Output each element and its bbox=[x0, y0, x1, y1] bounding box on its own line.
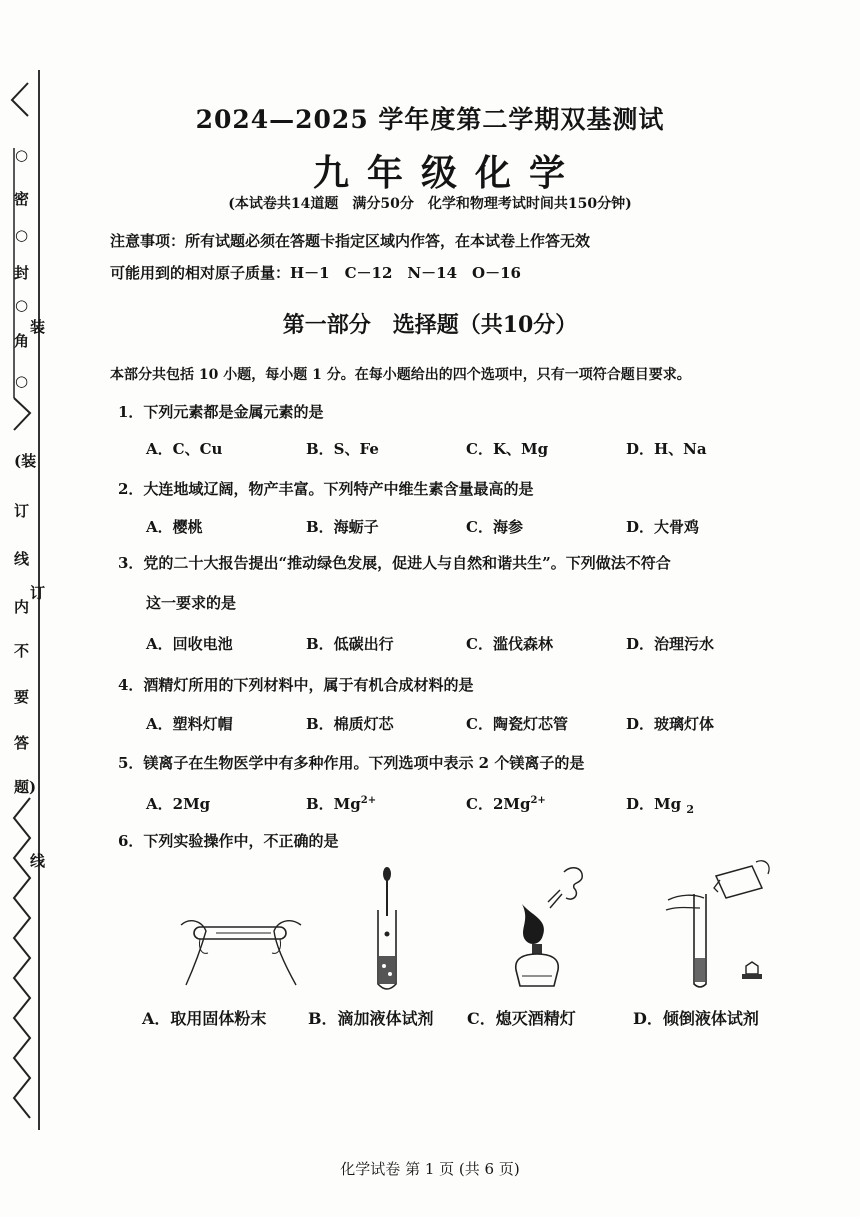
notice-text: 注意事项：所有试题必须在答题卡指定区域内作答，在本试卷上作答无效 bbox=[110, 232, 591, 250]
option-b: B．海蛎子 bbox=[306, 518, 379, 536]
test-tube-powder-figure bbox=[176, 905, 306, 995]
margin-char-bu: 不 bbox=[14, 642, 30, 660]
margin-circle: ○ bbox=[15, 372, 29, 390]
option-c: C．陶瓷灯芯管 bbox=[466, 715, 568, 733]
subject-title: 九年级化学 bbox=[312, 152, 583, 194]
margin-circle: ○ bbox=[15, 296, 29, 314]
option-b: B．S、Fe bbox=[306, 440, 379, 458]
option-a: A．塑料灯帽 bbox=[146, 715, 233, 733]
question-stem: 1．下列元素都是金属元素的是 bbox=[118, 403, 324, 421]
dropper-figure bbox=[368, 866, 408, 996]
margin-char-ding: 订 bbox=[14, 502, 30, 520]
question-stem: 2．大连地域辽阔，物产丰富。下列特产中维生素含量最高的是 bbox=[118, 480, 534, 498]
margin-circle: ○ bbox=[15, 226, 29, 244]
margin-char-feng: 封 bbox=[14, 264, 30, 282]
figure-caption-b: B．滴加液体试剂 bbox=[308, 1009, 434, 1028]
margin-char-ding2: 订 bbox=[30, 584, 46, 602]
option-a: A．樱桃 bbox=[146, 518, 203, 536]
exam-info: (本试卷共14道题 满分50分 化学和物理考试时间共150分钟) bbox=[228, 196, 632, 212]
figure-caption-c: C．熄灭酒精灯 bbox=[467, 1009, 576, 1028]
exam-title: 2024—2025 学年度第二学期双基测试 bbox=[195, 105, 665, 134]
figure-caption-a: A．取用固体粉末 bbox=[142, 1009, 267, 1028]
option-a: A．2Mg bbox=[146, 795, 211, 813]
option-c: C．$2Mg^{2+}$ bbox=[466, 795, 546, 813]
question-stem: 3．党的二十大报告提出“推动绿色发展，促进人与自然和谐共生”。下列做法不符合 bbox=[118, 554, 671, 572]
page-footer: 化学试卷 第 1 页 (共 6 页) bbox=[340, 1160, 520, 1178]
option-c: C．滥伐森林 bbox=[466, 635, 553, 653]
option-a: A．回收电池 bbox=[146, 635, 233, 653]
option-b: B．$Mg^{2+}$ bbox=[306, 795, 377, 813]
margin-char-jiao: 角 bbox=[14, 332, 30, 350]
margin-char-zhuang2: 装 bbox=[30, 318, 46, 336]
option-b: B．棉质灯芯 bbox=[306, 715, 394, 733]
option-d: D．Mg $_2$ bbox=[626, 795, 694, 816]
margin-char-mi: 密 bbox=[14, 190, 30, 208]
margin-char-xian: 线 bbox=[14, 550, 30, 568]
margin-char-zhuang: (装 bbox=[14, 452, 37, 470]
question-stem: 6．下列实验操作中，不正确的是 bbox=[118, 832, 339, 850]
question-stem: 4．酒精灯所用的下列材料中，属于有机合成材料的是 bbox=[118, 676, 474, 694]
option-d: D．H、Na bbox=[626, 440, 707, 458]
margin-circle: ○ bbox=[15, 146, 29, 164]
option-d: D．治理污水 bbox=[626, 635, 715, 653]
part-title: 第一部分 选择题（共10分） bbox=[282, 312, 578, 338]
option-b: B．低碳出行 bbox=[306, 635, 394, 653]
margin-char-da: 答 bbox=[14, 734, 30, 752]
margin-char-yao: 要 bbox=[14, 688, 30, 706]
atomic-mass-text: 可能用到的相对原子质量：H－1 C－12 N－14 O－16 bbox=[110, 264, 521, 282]
question-stem: 5．镁离子在生物医学中有多种作用。下列选项中表示 2 个镁离子的是 bbox=[118, 754, 585, 772]
option-d: D．玻璃灯体 bbox=[626, 715, 715, 733]
margin-char-nei: 内 bbox=[14, 598, 30, 616]
margin-char-ti: 题) bbox=[14, 778, 37, 796]
option-c: C．K、Mg bbox=[466, 440, 549, 458]
pouring-liquid-figure bbox=[660, 858, 780, 992]
margin-char-xian2: 线 bbox=[30, 852, 46, 870]
option-c: C．海参 bbox=[466, 518, 523, 536]
alcohol-lamp-figure bbox=[510, 858, 600, 994]
option-d: D．大骨鸡 bbox=[626, 518, 700, 536]
option-a: A．C、Cu bbox=[146, 440, 223, 458]
figure-caption-d: D．倾倒液体试剂 bbox=[633, 1009, 759, 1028]
part-description: 本部分共包括 10 小题，每小题 1 分。在每小题给出的四个选项中，只有一项符合题目要求。 bbox=[110, 367, 691, 383]
question-stem-continued: 这一要求的是 bbox=[146, 594, 237, 612]
